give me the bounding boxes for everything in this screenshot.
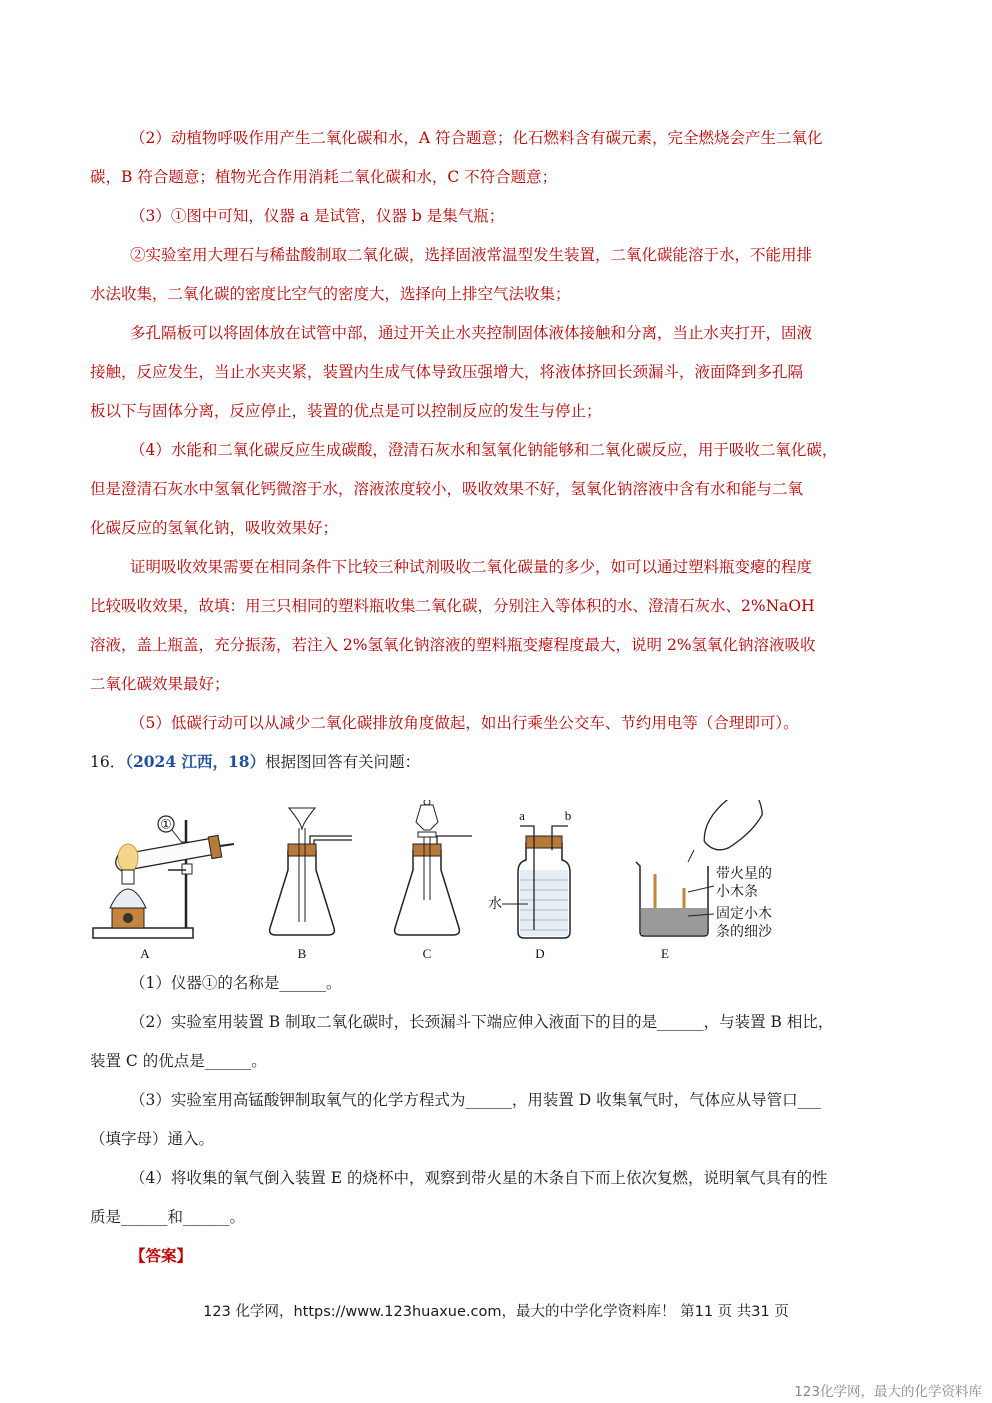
answer-4-line-5: 比较吸收效果，故填：用三只相同的塑料瓶收集二氧化碳，分别注入等体积的水、澄清石灰水、2%NaOH: [90, 597, 815, 615]
subquestion-2-line-2: 装置 C 的优点是______。: [90, 1052, 267, 1070]
watermark: 123化学网，最大的化学资料库: [794, 1384, 982, 1400]
apparatus-a: [93, 816, 234, 961]
answer-3-line-1: （3）①图中可知，仪器 a 是试管，仪器 b 是集气瓶；: [130, 207, 505, 225]
subquestion-2-line-1: （2）实验室用装置 B 制取二氧化碳时，长颈漏斗下端应伸入液面下的目的是______，与装置 B 相比，: [130, 1013, 834, 1031]
e-note-line-3: 固定小木: [716, 906, 772, 922]
page-footer: 123 化学网，https://www.123huaxue.com，最大的中学化学资料库！ 第11 页 共31 页: [203, 1304, 789, 1320]
question-number: 16．: [90, 753, 126, 771]
water-label: 水: [488, 896, 502, 912]
tube-a-label: a: [519, 808, 525, 823]
apparatus-d: [488, 808, 571, 961]
marker-1-label: ①: [160, 816, 172, 832]
answer-3-line-4: 多孔隔板可以将固体放在试管中部，通过开关止水夹控制固体液体接触和分离，当止水夹打开，固液: [130, 324, 813, 342]
answer-2-line-1: （2）动植物呼吸作用产生二氧化碳和水，A 符合题意；化石燃料含有碳元素，完全燃烧会产生二氧化: [130, 129, 823, 147]
e-note-line-1: 带火星的: [716, 866, 772, 882]
answer-4-line-6: 溶液，盖上瓶盖，充分振荡，若注入 2%氢氧化钠溶液的塑料瓶变瘪程度最大，说明 2%氢氧化钠溶液吸收: [90, 636, 816, 654]
subquestion-4-line-2: 质是______和______。: [90, 1208, 246, 1226]
question-stem: 根据图回答有关问题：: [265, 753, 421, 771]
answer-2-line-2: 碳，B 符合题意；植物光合作用消耗二氧化碳和水，C 不符合题意；: [90, 168, 558, 186]
answer-3-line-5: 接触，反应发生，当止水夹夹紧，装置内生成气体导致压强增大，将液体挤回长颈漏斗，液面降到多孔隔: [90, 363, 804, 381]
answer-4-line-4: 证明吸收效果需要在相同条件下比较三种试剂吸收二氧化碳量的多少，如可以通过塑料瓶变瘪的程度: [130, 558, 813, 576]
label-b: B: [297, 946, 307, 961]
apparatus-b: [270, 808, 352, 961]
question-source: （2024 江西，18）: [125, 752, 266, 771]
answer-4-line-7: 二氧化碳效果最好；: [90, 675, 230, 693]
subquestion-3-line-1: （3）实验室用高锰酸钾制取氧气的化学方程式为______，用装置 D 收集氧气时，气体应从导管口___: [130, 1091, 821, 1109]
label-e: E: [661, 946, 669, 961]
label-c: C: [422, 946, 432, 961]
subquestion-4-line-1: （4）将收集的氧气倒入装置 E 的烧杯中，观察到带火星的木条自下而上依次复燃，说明氧气具有的性: [130, 1169, 828, 1187]
answer-5-line-1: （5）低碳行动可以从减少二氧化碳排放角度做起，如出行乘坐公交车、节约用电等（合理即可）。: [130, 714, 799, 732]
answer-label: 【答案】: [130, 1246, 193, 1265]
label-d: D: [535, 946, 545, 961]
subquestion-1: （1）仪器①的名称是______。: [130, 974, 342, 992]
answer-3-line-6: 板以下与固体分离，反应停止，装置的优点是可以控制反应的发生与停止；: [90, 402, 602, 420]
answer-4-line-2: 但是澄清石灰水中氢氧化钙微溶于水，溶液浓度较小，吸收效果不好，氢氧化钠溶液中含有水和能与二氧: [90, 480, 804, 498]
answer-3-line-2: ②实验室用大理石与稀盐酸制取二氧化碳，选择固液常温型发生装置，二氧化碳能溶于水，不能用排: [130, 246, 813, 264]
e-note-line-2: 小木条: [716, 884, 758, 900]
answer-3-line-3: 水法收集，二氧化碳的密度比空气的密度大，选择向上排空气法收集；: [90, 285, 571, 303]
apparatus-c: [395, 800, 472, 961]
tube-b-label: b: [564, 808, 572, 823]
apparatus-figure: [88, 800, 808, 970]
subquestion-3-line-2: （填字母）通入。: [90, 1130, 215, 1148]
e-note-line-4: 条的细沙: [716, 924, 772, 940]
label-a: A: [140, 946, 150, 961]
apparatus-e: [636, 800, 773, 961]
answer-4-line-1: （4）水能和二氧化碳反应生成碳酸，澄清石灰水和氢氧化钠能够和二氧化碳反应，用于吸收二氧化碳，: [130, 441, 838, 459]
question-16-header: [90, 752, 420, 772]
answer-4-line-3: 化碳反应的氢氧化钠，吸收效果好；: [90, 519, 339, 537]
